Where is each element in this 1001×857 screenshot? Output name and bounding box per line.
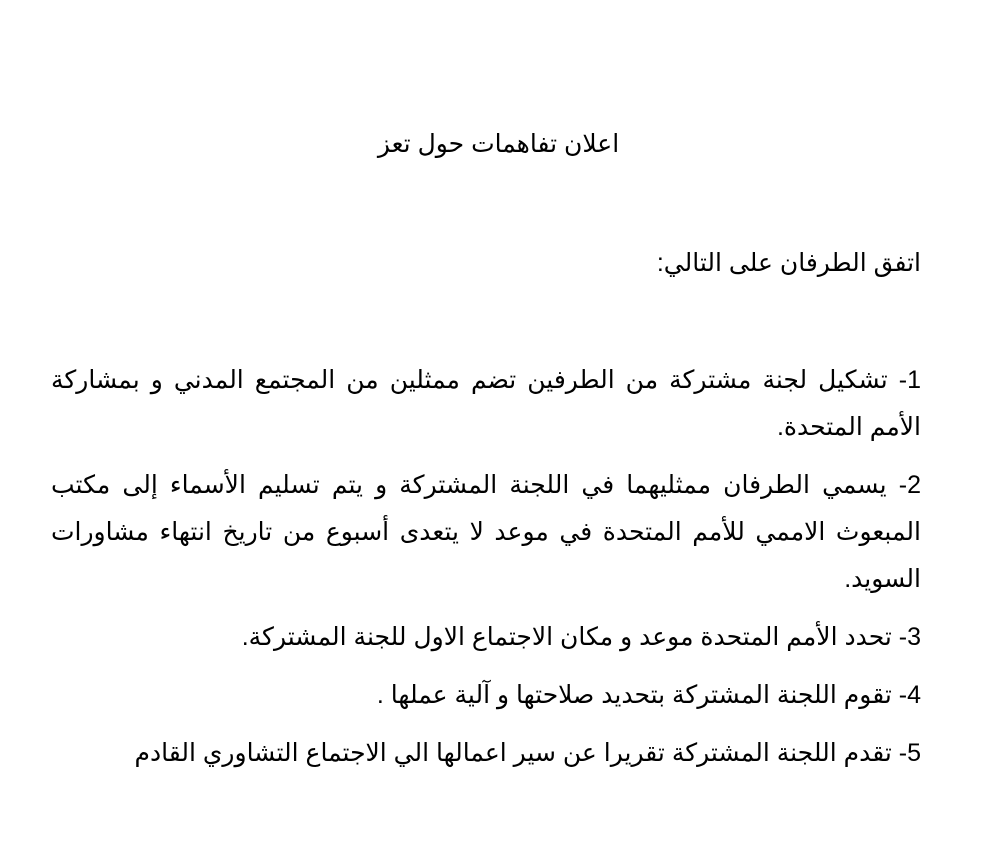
document-title bbox=[0, 124, 1001, 164]
list-item-3 bbox=[51, 614, 921, 661]
intro-text: اتفق الطرفان على التالي: bbox=[656, 249, 921, 277]
item-text: تحدد الأمم المتحدة موعد و مكان الاجتماع الاول للجنة المشتركة. bbox=[241, 623, 892, 651]
document-title-text: اعلان تفاهمات حول تعز bbox=[377, 130, 620, 158]
item-text: يسمي الطرفان ممثليهما في اللجنة المشتركة و يتم تسليم الأسماء إلى مكتب المبعوث الاممي للأمم المتحدة في موعد لا يتعدى أسبوع من تاريخ انتهاء مشاورات السويد. bbox=[51, 471, 921, 593]
list-item-2 bbox=[51, 462, 921, 603]
list-item-1 bbox=[51, 357, 921, 451]
item-number: 3- bbox=[898, 623, 921, 651]
item-number: 5- bbox=[898, 739, 921, 767]
list-item-4 bbox=[51, 672, 921, 719]
item-text: تقوم اللجنة المشتركة بتحديد صلاحتها و آلية عملها . bbox=[376, 681, 892, 709]
item-text: تشكيل لجنة مشتركة من الطرفين تضم ممثلين من المجتمع المدني و بمشاركة الأمم المتحدة. bbox=[51, 366, 921, 441]
item-number: 4- bbox=[898, 681, 921, 709]
agreement-items-list bbox=[51, 357, 921, 788]
item-number: 1- bbox=[898, 366, 921, 394]
item-number: 2- bbox=[898, 471, 921, 499]
list-item-5 bbox=[51, 730, 921, 777]
item-text: تقدم اللجنة المشتركة تقريرا عن سير اعمالها الي الاجتماع التشاوري القادم bbox=[134, 739, 892, 767]
